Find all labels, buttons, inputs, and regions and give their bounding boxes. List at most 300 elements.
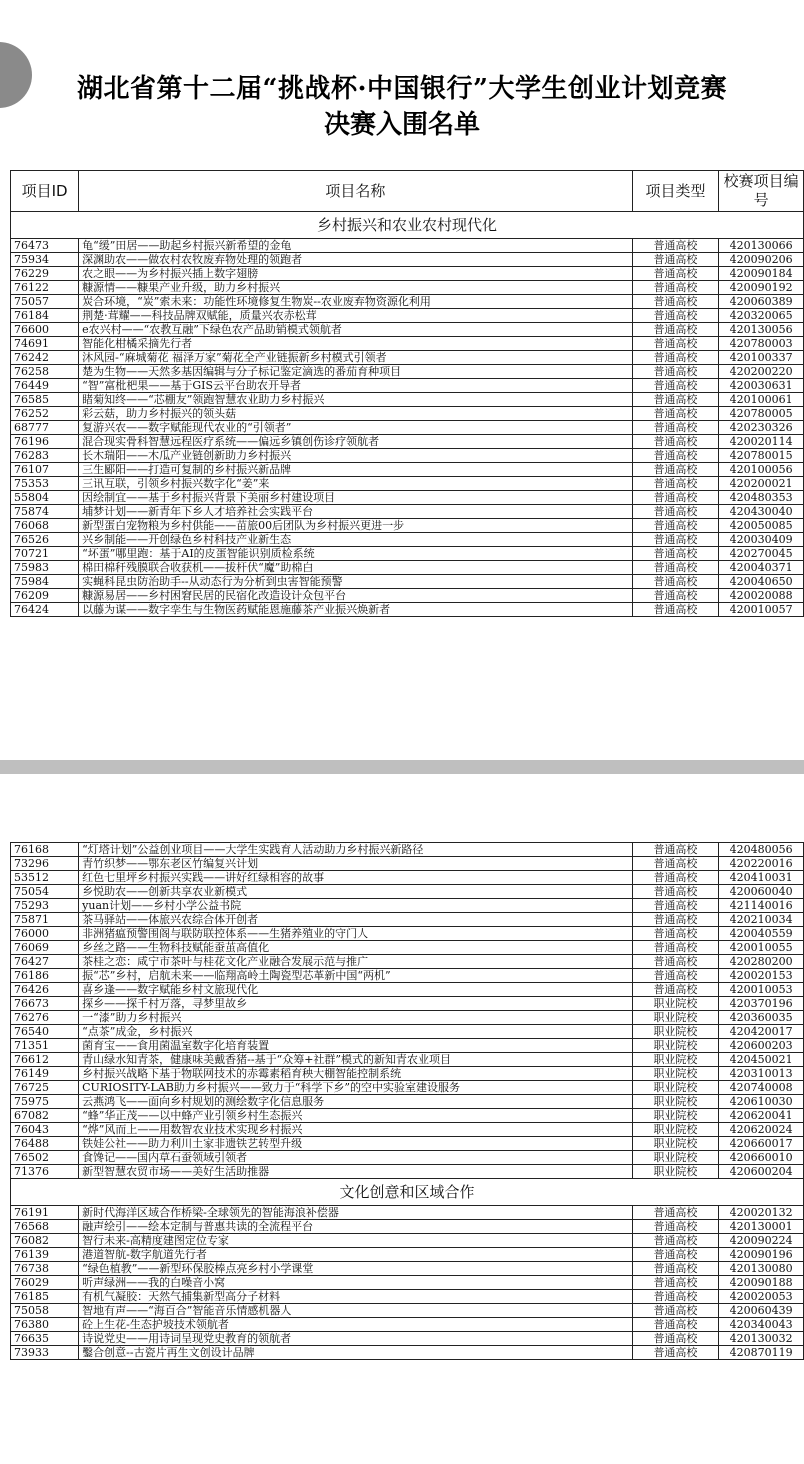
cell-project-type: 普通高校 [632, 477, 719, 491]
cell-project-code: 420010055 [719, 941, 804, 955]
table-row [11, 267, 804, 281]
cell-project-code: 420100061 [719, 393, 804, 407]
cell-project-type: 普通高校 [632, 1220, 719, 1234]
table-row [11, 393, 804, 407]
cell-project-name: 实蝇科昆虫防治助手--从动态行为分析到虫害智能预警 [79, 575, 632, 589]
table-row [11, 239, 804, 253]
cell-project-type: 普通高校 [632, 1206, 719, 1220]
cell-project-name: 非洲猪瘟预警围阁与联防联控体系——生猪养殖业的守门人 [79, 927, 632, 941]
cell-project-type: 职业院校 [632, 1095, 719, 1109]
table-row [11, 927, 804, 941]
cell-project-id: 75983 [11, 561, 79, 575]
table-row [11, 435, 804, 449]
cell-project-id: 76191 [11, 1206, 79, 1220]
cell-project-type: 普通高校 [632, 491, 719, 505]
table-row [11, 1206, 804, 1220]
table-row [11, 365, 804, 379]
cell-project-id: 71376 [11, 1165, 79, 1179]
cell-project-name: 农之眼——为乡村振兴插上数字翅膀 [79, 267, 632, 281]
cell-project-name: 智能化柑橘采摘先行者 [79, 337, 632, 351]
cell-project-id: 76196 [11, 435, 79, 449]
cell-project-name: “智”富枇杷果——基于GIS云平台助农开导者 [79, 379, 632, 393]
section-row-rural [11, 212, 804, 239]
cell-project-type: 普通高校 [632, 323, 719, 337]
cell-project-name: 糠源易居——乡村困窘民居的民宿化改造设计众包平台 [79, 589, 632, 603]
cell-project-code: 420450021 [719, 1053, 804, 1067]
cell-project-type: 普通高校 [632, 407, 719, 421]
cell-project-type: 普通高校 [632, 969, 719, 983]
table-row [11, 871, 804, 885]
cell-project-name: “烨”风而上——用数智农业技术实现乡村振兴 [79, 1123, 632, 1137]
cell-project-code: 420030631 [719, 379, 804, 393]
cell-project-code: 420870119 [719, 1346, 804, 1360]
cell-project-code: 420200220 [719, 365, 804, 379]
cell-project-name: 茶马驿站——体旅兴农综合体开创者 [79, 913, 632, 927]
page-subtitle: 决赛入围名单 [323, 110, 480, 140]
cell-project-name: yuan计划——乡村小学公益书院 [79, 899, 632, 913]
table-row [11, 1332, 804, 1346]
cell-project-type: 普通高校 [632, 253, 719, 267]
cell-project-code: 420020153 [719, 969, 804, 983]
cell-project-id: 76149 [11, 1067, 79, 1081]
cell-project-code: 420210034 [719, 913, 804, 927]
cell-project-name: 彩云菇，助力乡村振兴的领头菇 [79, 407, 632, 421]
cell-project-name: 鑿合创意--古瓷片再生文创设计品牌 [79, 1346, 632, 1360]
cell-project-id: 68777 [11, 421, 79, 435]
finalist-table-top [10, 170, 804, 617]
table-row [11, 899, 804, 913]
cell-project-type: 普通高校 [632, 533, 719, 547]
cell-project-name: 三生郾阳——打造可复制的乡村振兴新品牌 [79, 463, 632, 477]
cell-project-id: 75874 [11, 505, 79, 519]
cell-project-id: 76186 [11, 969, 79, 983]
table-row [11, 1290, 804, 1304]
cell-project-name: 新时代海洋区域合作桥梁-全球领先的智能海浪补偿器 [79, 1206, 632, 1220]
cell-project-type: 普通高校 [632, 1290, 719, 1304]
cell-project-type: 职业院校 [632, 997, 719, 1011]
cell-project-type: 普通高校 [632, 871, 719, 885]
cell-project-code: 420220016 [719, 857, 804, 871]
cell-project-id: 76673 [11, 997, 79, 1011]
cell-project-code: 420600204 [719, 1165, 804, 1179]
cell-project-code: 420130056 [719, 323, 804, 337]
table-row [11, 519, 804, 533]
cell-project-code: 420090188 [719, 1276, 804, 1290]
table-row [11, 1304, 804, 1318]
cell-project-id: 76568 [11, 1220, 79, 1234]
cell-project-name: 深渊助农——做农村农牧废弃物处理的领跑者 [79, 253, 632, 267]
table-row [11, 1262, 804, 1276]
cell-project-name: 兴乡制能——开创绿色乡村科技产业新生态 [79, 533, 632, 547]
cell-project-name: 龟“缓”田居——助起乡村振兴新希望的金龟 [79, 239, 632, 253]
table-row [11, 1109, 804, 1123]
cell-project-name: “绿色植教”——新型环保胶棒点亮乡村小学课堂 [79, 1262, 632, 1276]
cell-project-code: 420060040 [719, 885, 804, 899]
cell-project-id: 55804 [11, 491, 79, 505]
table-row [11, 337, 804, 351]
cell-project-id: 74691 [11, 337, 79, 351]
cell-project-code: 420060389 [719, 295, 804, 309]
table-row [11, 463, 804, 477]
cell-project-name: 喜乡逢——数字赋能乡村文旅现代化 [79, 983, 632, 997]
table-row [11, 843, 804, 857]
cell-project-type: 普通高校 [632, 561, 719, 575]
cell-project-name: 长木瑞阳——木瓜产业链创新助力乡村振兴 [79, 449, 632, 463]
cell-project-id: 76185 [11, 1290, 79, 1304]
cell-project-type: 普通高校 [632, 1248, 719, 1262]
cell-project-name: 红色七里坪乡村振兴实践——讲好红绿相容的故事 [79, 871, 632, 885]
cell-project-name: 糠源情——糠果产业升级，助力乡村振兴 [79, 281, 632, 295]
cell-project-code: 420060439 [719, 1304, 804, 1318]
cell-project-code: 420780003 [719, 337, 804, 351]
cell-project-type: 职业院校 [632, 1109, 719, 1123]
cell-project-code: 420050085 [719, 519, 804, 533]
cell-project-id: 75058 [11, 1304, 79, 1318]
cell-project-name: 新型蛋白宠物粮为乡村供能——苗旅00后团队为乡村振兴更进一步 [79, 519, 632, 533]
cell-project-type: 普通高校 [632, 337, 719, 351]
cell-project-name: “点茶”成金，乡村振兴 [79, 1025, 632, 1039]
finalist-table-bottom [10, 842, 804, 1360]
cell-project-code: 420090192 [719, 281, 804, 295]
cell-project-code: 420230326 [719, 421, 804, 435]
cell-project-id: 76283 [11, 449, 79, 463]
cell-project-type: 普通高校 [632, 983, 719, 997]
table-row [11, 323, 804, 337]
cell-project-id: 76540 [11, 1025, 79, 1039]
cell-project-name: 楚为生物——天然多基因编辑与分子标记鉴定滴选的番茄育种项目 [79, 365, 632, 379]
cell-project-name: 以藤为谋——数字孪生与生物医药赋能恩施藤茶产业振兴焕新者 [79, 603, 632, 617]
table-row [11, 491, 804, 505]
cell-project-id: 76069 [11, 941, 79, 955]
cell-project-type: 普通高校 [632, 365, 719, 379]
cell-project-id: 76473 [11, 239, 79, 253]
cell-project-type: 职业院校 [632, 1053, 719, 1067]
cell-project-id: 76427 [11, 955, 79, 969]
cell-project-name: 乡村振兴战略下基于物联网技术的赤霉素稻育秧大棚智能控制系统 [79, 1067, 632, 1081]
cell-project-type: 职业院校 [632, 1067, 719, 1081]
cell-project-name: 砼上生花-生态护坡技术领航者 [79, 1318, 632, 1332]
table-row [11, 1276, 804, 1290]
cell-project-name: 新型智慧农贸市场——美好生活助推器 [79, 1165, 632, 1179]
cell-project-code: 420130080 [719, 1262, 804, 1276]
cell-project-id: 71351 [11, 1039, 79, 1053]
cell-project-type: 普通高校 [632, 379, 719, 393]
cell-project-code: 420410031 [719, 871, 804, 885]
cell-project-type: 普通高校 [632, 421, 719, 435]
cell-project-type: 普通高校 [632, 843, 719, 857]
table-row [11, 281, 804, 295]
cell-project-type: 职业院校 [632, 1165, 719, 1179]
table-row [11, 547, 804, 561]
cell-project-name: 混合现实骨科智慧远程医疗系统——偏远乡镇创伤诊疗领航者 [79, 435, 632, 449]
table-row [11, 1346, 804, 1360]
cell-project-type: 普通高校 [632, 1304, 719, 1318]
table-row [11, 1011, 804, 1025]
cell-project-type: 普通高校 [632, 281, 719, 295]
cell-project-type: 普通高校 [632, 955, 719, 969]
cell-project-name: “坏蛋”哪里跑：基于AI的皮蛋智能识别质检系统 [79, 547, 632, 561]
cell-project-name: “灯塔计划”公益创业项目——大学生实践育人活动助力乡村振兴新路径 [79, 843, 632, 857]
cell-project-type: 职业院校 [632, 1025, 719, 1039]
cell-project-code: 420100056 [719, 463, 804, 477]
table-row [11, 1081, 804, 1095]
cell-project-code: 420270045 [719, 547, 804, 561]
table-header-row [11, 171, 804, 212]
cell-project-code: 420660010 [719, 1151, 804, 1165]
cell-project-id: 76502 [11, 1151, 79, 1165]
cell-project-name: 菌育宝——食用菌温室数字化培育装置 [79, 1039, 632, 1053]
table-row [11, 477, 804, 491]
cell-project-id: 76229 [11, 267, 79, 281]
cell-project-id: 70721 [11, 547, 79, 561]
cell-project-name: 埔梦计划——新青年下乡人才培养社会实践平台 [79, 505, 632, 519]
cell-project-code: 420020114 [719, 435, 804, 449]
cell-project-id: 76526 [11, 533, 79, 547]
cell-project-name: 茶桂之恋：咸宁市茶叶与桂花文化产业融合发展示范与推广 [79, 955, 632, 969]
cell-project-code: 420610030 [719, 1095, 804, 1109]
cell-project-type: 职业院校 [632, 1137, 719, 1151]
cell-project-type: 普通高校 [632, 1262, 719, 1276]
cell-project-id: 53512 [11, 871, 79, 885]
cell-project-id: 75293 [11, 899, 79, 913]
cell-project-id: 76276 [11, 1011, 79, 1025]
cell-project-id: 76252 [11, 407, 79, 421]
cell-project-code: 420280200 [719, 955, 804, 969]
cell-project-type: 普通高校 [632, 1234, 719, 1248]
table-row [11, 575, 804, 589]
cell-project-code: 420370196 [719, 997, 804, 1011]
cell-project-name: 云燕鸿飞——面向乡村规划的测绘数字化信息服务 [79, 1095, 632, 1109]
page-gap [0, 760, 804, 774]
cell-project-id: 67082 [11, 1109, 79, 1123]
cell-project-type: 普通高校 [632, 927, 719, 941]
section-title-rural: 乡村振兴和农业农村现代化 [11, 212, 804, 239]
cell-project-type: 职业院校 [632, 1011, 719, 1025]
cell-project-code: 420020132 [719, 1206, 804, 1220]
cell-project-id: 76107 [11, 463, 79, 477]
cell-project-code: 420040559 [719, 927, 804, 941]
cell-project-name: CURIOSITY-LAB助力乡村振兴——致力于“科学下乡”的空中实验室建设服务 [79, 1081, 632, 1095]
cell-project-type: 职业院校 [632, 1081, 719, 1095]
header-type: 项目类型 [632, 171, 719, 212]
cell-project-type: 普通高校 [632, 239, 719, 253]
cell-project-code: 420030409 [719, 533, 804, 547]
cell-project-name: 乡丝之路——生物科技赋能蚕茧高值化 [79, 941, 632, 955]
cell-project-id: 75057 [11, 295, 79, 309]
table-row [11, 421, 804, 435]
cell-project-type: 普通高校 [632, 589, 719, 603]
cell-project-name: 智行未来-高精度建图定位专家 [79, 1234, 632, 1248]
cell-project-type: 普通高校 [632, 519, 719, 533]
cell-project-name: 沐风园-“麻城菊花 福泽万家”菊花全产业链振新乡村模式引领者 [79, 351, 632, 365]
cell-project-code: 420740008 [719, 1081, 804, 1095]
table-row [11, 1234, 804, 1248]
cell-project-type: 普通高校 [632, 1318, 719, 1332]
table-row [11, 379, 804, 393]
header-code: 校赛项目编号 [719, 171, 804, 212]
table-row [11, 983, 804, 997]
cell-project-code: 420130032 [719, 1332, 804, 1346]
cell-project-type: 普通高校 [632, 885, 719, 899]
cell-project-id: 76068 [11, 519, 79, 533]
cell-project-code: 420010053 [719, 983, 804, 997]
cell-project-code: 420130066 [719, 239, 804, 253]
cell-project-code: 420360035 [719, 1011, 804, 1025]
cell-project-code: 420480353 [719, 491, 804, 505]
cell-project-name: 一“漆”助力乡村振兴 [79, 1011, 632, 1025]
cell-project-name: “蜂”华正茂——以中蜂产业引领乡村生态振兴 [79, 1109, 632, 1123]
table-row [11, 1151, 804, 1165]
cell-project-type: 普通高校 [632, 913, 719, 927]
cell-project-type: 职业院校 [632, 1123, 719, 1137]
table-row [11, 449, 804, 463]
cell-project-code: 420020053 [719, 1290, 804, 1304]
cell-project-type: 普通高校 [632, 575, 719, 589]
table-row [11, 253, 804, 267]
cell-project-code: 420780015 [719, 449, 804, 463]
table-row [11, 969, 804, 983]
cell-project-id: 76424 [11, 603, 79, 617]
table-row [11, 603, 804, 617]
cell-project-id: 76635 [11, 1332, 79, 1346]
table-row [11, 1067, 804, 1081]
cell-project-type: 普通高校 [632, 463, 719, 477]
cell-project-type: 普通高校 [632, 309, 719, 323]
table-row [11, 1123, 804, 1137]
cell-project-type: 普通高校 [632, 435, 719, 449]
table-row [11, 533, 804, 547]
cell-project-name: 复游兴农——数字赋能现代农业的“引领者” [79, 421, 632, 435]
cell-project-type: 普通高校 [632, 941, 719, 955]
cell-project-id: 76242 [11, 351, 79, 365]
cell-project-id: 76000 [11, 927, 79, 941]
cell-project-type: 普通高校 [632, 899, 719, 913]
cell-project-id: 75871 [11, 913, 79, 927]
cell-project-id: 76449 [11, 379, 79, 393]
cell-project-id: 76043 [11, 1123, 79, 1137]
cell-project-id: 76612 [11, 1053, 79, 1067]
table-row [11, 941, 804, 955]
cell-project-id: 76139 [11, 1248, 79, 1262]
cell-project-id: 76600 [11, 323, 79, 337]
section-row-culture [11, 1179, 804, 1206]
cell-project-id: 76585 [11, 393, 79, 407]
cell-project-id: 76184 [11, 309, 79, 323]
cell-project-id: 75353 [11, 477, 79, 491]
table-row [11, 1025, 804, 1039]
cell-project-name: 听声绿洲——我的白噪音小窝 [79, 1276, 632, 1290]
cell-project-code: 420100337 [719, 351, 804, 365]
cell-project-code: 420780005 [719, 407, 804, 421]
table-row [11, 913, 804, 927]
table-row [11, 1318, 804, 1332]
table-row [11, 589, 804, 603]
cell-project-name: 乡悦助农——创新共享农业新模式 [79, 885, 632, 899]
cell-project-type: 普通高校 [632, 449, 719, 463]
cell-project-name: 睹菊知终——“芯棚友”领跑智慧农业助力乡村振兴 [79, 393, 632, 407]
cell-project-id: 73296 [11, 857, 79, 871]
cell-project-id: 75984 [11, 575, 79, 589]
cell-project-code: 420090206 [719, 253, 804, 267]
cell-project-name: 振“芯”乡村，启航未来——临翔高岭土陶瓷型芯革新中国“两机” [79, 969, 632, 983]
table-row [11, 1248, 804, 1262]
cell-project-id: 76426 [11, 983, 79, 997]
cell-project-type: 普通高校 [632, 295, 719, 309]
page-title: 湖北省第十二届“挑战杯·中国银行”大学生创业计划竞赛 [77, 74, 727, 104]
table-row [11, 955, 804, 969]
cell-project-code: 420430040 [719, 505, 804, 519]
table-row [11, 1095, 804, 1109]
cell-project-id: 76380 [11, 1318, 79, 1332]
cell-project-id: 75054 [11, 885, 79, 899]
cell-project-id: 76209 [11, 589, 79, 603]
table-row [11, 1220, 804, 1234]
table-row [11, 1053, 804, 1067]
cell-project-type: 普通高校 [632, 351, 719, 365]
cell-project-name: 诗说党史——用诗词呈现党史教育的领航者 [79, 1332, 632, 1346]
cell-project-name: 棉田棉秆残膜联合收获机——拔杆伏“魔”助棉白 [79, 561, 632, 575]
cell-project-name: 青竹织梦——鄂东老区竹编复兴计划 [79, 857, 632, 871]
cell-project-name: 炭合环境，“炭”索未来：功能性环境修复生物炭--农业废弃物资源化利用 [79, 295, 632, 309]
cell-project-type: 普通高校 [632, 603, 719, 617]
cell-project-id: 76168 [11, 843, 79, 857]
table-row [11, 857, 804, 871]
cell-project-code: 420310013 [719, 1067, 804, 1081]
cell-project-type: 普通高校 [632, 547, 719, 561]
cell-project-name: 有机气凝胶：天然气捕集新型高分子材料 [79, 1290, 632, 1304]
cell-project-id: 73933 [11, 1346, 79, 1360]
cell-project-id: 76488 [11, 1137, 79, 1151]
cell-project-name: 因绘制宜——基于乡村振兴背景下美丽乡村建设项目 [79, 491, 632, 505]
cell-project-code: 420480056 [719, 843, 804, 857]
cell-project-name: 三讯互联，引领乡村振兴数字化“姜”来 [79, 477, 632, 491]
cell-project-code: 420200021 [719, 477, 804, 491]
cell-project-name: 融声绘引——绘本定制与普惠共读的全流程平台 [79, 1220, 632, 1234]
cell-project-code: 420420017 [719, 1025, 804, 1039]
cell-project-type: 职业院校 [632, 1039, 719, 1053]
cell-project-id: 76082 [11, 1234, 79, 1248]
cell-project-id: 76258 [11, 365, 79, 379]
cell-project-code: 420010057 [719, 603, 804, 617]
cell-project-code: 420600203 [719, 1039, 804, 1053]
cell-project-id: 76122 [11, 281, 79, 295]
cell-project-type: 普通高校 [632, 1332, 719, 1346]
cell-project-code: 420620041 [719, 1109, 804, 1123]
cell-project-type: 普通高校 [632, 267, 719, 281]
cell-project-type: 普通高校 [632, 857, 719, 871]
cell-project-code: 420040371 [719, 561, 804, 575]
table-row [11, 1137, 804, 1151]
cell-project-id: 76738 [11, 1262, 79, 1276]
cell-project-id: 75934 [11, 253, 79, 267]
cell-project-code: 420090184 [719, 267, 804, 281]
table-row [11, 1165, 804, 1179]
cell-project-code: 421140016 [719, 899, 804, 913]
cell-project-code: 420320065 [719, 309, 804, 323]
table-row [11, 407, 804, 421]
cell-project-type: 普通高校 [632, 1346, 719, 1360]
cell-project-code: 420090224 [719, 1234, 804, 1248]
table-row [11, 295, 804, 309]
cell-project-code: 420090196 [719, 1248, 804, 1262]
cell-project-code: 420020088 [719, 589, 804, 603]
cell-project-code: 420660017 [719, 1137, 804, 1151]
cell-project-name: 食馋记——国内草石蚕领域引领者 [79, 1151, 632, 1165]
table-row [11, 351, 804, 365]
cell-project-type: 普通高校 [632, 1276, 719, 1290]
cell-project-name: 探乡——探千村万落，寻梦里故乡 [79, 997, 632, 1011]
cell-project-code: 420340043 [719, 1318, 804, 1332]
